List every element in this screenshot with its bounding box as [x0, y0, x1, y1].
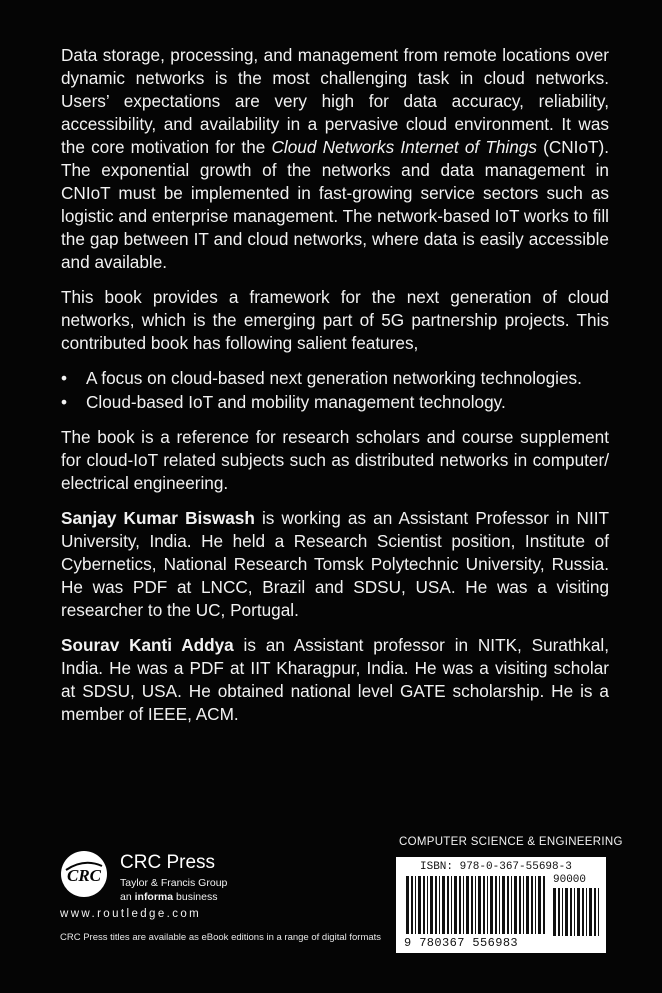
feature-item: • A focus on cloud-based next generation networking technologies. — [61, 368, 582, 388]
publisher-name: CRC Press — [120, 852, 216, 873]
barcode-bar — [471, 876, 473, 934]
ean-digits: 9 780367 556983 — [404, 936, 519, 950]
bullet-icon: • — [61, 368, 68, 388]
publisher-business: an informa business — [120, 891, 218, 903]
barcode-bar — [598, 888, 599, 936]
barcode-bar — [570, 888, 572, 936]
isbn-label: ISBN: 978-0-367-55698-3 — [420, 861, 572, 873]
barcode-bar — [523, 876, 524, 934]
barcode-bar — [463, 876, 464, 934]
barcode-bar — [423, 876, 425, 934]
barcode-bar — [558, 888, 560, 936]
barcode-bar — [466, 876, 469, 934]
barcode-bar — [447, 876, 449, 934]
intro-text-b: (CNIoT). The exponential growth of the networks and data management in CNIoT must be implemented in fast-growing service sectors such as logistic and enterprise management. The network-based IoT works to fill the gap between IT and cloud networks, where data is easily accessible and available. — [61, 137, 610, 272]
barcode-bar — [586, 888, 587, 936]
barcode-bar — [495, 876, 497, 934]
barcode-bar — [442, 876, 445, 934]
barcode-bar — [562, 888, 563, 936]
barcode-bar — [507, 876, 509, 934]
barcode-bar — [535, 876, 536, 934]
barcode-bar — [511, 876, 512, 934]
website-link[interactable]: www.routledge.com — [60, 908, 202, 920]
barcode-bar — [519, 876, 521, 934]
barcode-bar — [514, 876, 517, 934]
addon-number: 90000 — [553, 874, 587, 886]
barcode-bar — [418, 876, 421, 934]
barcode-bar — [430, 876, 433, 934]
barcode-bar — [553, 888, 556, 936]
logo-text: CRC — [66, 866, 102, 885]
barcode-bar — [538, 876, 541, 934]
barcode-bar — [594, 888, 596, 936]
author-name-2: Sourav Kanti Addya — [61, 635, 234, 655]
barcode-bar — [589, 888, 592, 936]
barcode-bar — [475, 876, 476, 934]
intro-book-title: Cloud Networks Internet of Things — [271, 137, 537, 157]
barcode-bar — [531, 876, 533, 934]
barcode-bar — [526, 876, 529, 934]
barcode-bar — [454, 876, 457, 934]
barcode-bar — [435, 876, 437, 934]
barcode-bar — [502, 876, 505, 934]
barcode-bar — [427, 876, 428, 934]
barcode-bar — [577, 888, 580, 936]
framework-paragraph: This book provides a framework for the next generation of cloud networks, which is the emerging part of 5G partnership projects. This contributed book has following salient features, — [61, 287, 609, 353]
barcode-bar — [451, 876, 452, 934]
barcode-bar — [582, 888, 584, 936]
barcode-bar — [574, 888, 575, 936]
subject-category: COMPUTER SCIENCE & ENGINEERING — [399, 836, 623, 848]
reference-paragraph: The book is a reference for research scholars and course supplement for cloud-IoT related subjects such as distributed networks in computer/ electrical engineering. — [61, 427, 609, 493]
barcode-bar — [415, 876, 416, 934]
barcode-bar — [565, 888, 568, 936]
publisher-group: Taylor & Francis Group — [120, 877, 228, 889]
barcode-bar — [411, 876, 413, 934]
bullet-icon: • — [61, 392, 68, 412]
barcode-bar — [406, 876, 409, 934]
barcode-bar — [439, 876, 440, 934]
barcode-bar — [490, 876, 493, 934]
author-bio-2: Sourav Kanti Addya is an Assistant professor in NITK, Surathkal, India. He was a PDF at IIT Kharagpur, India. He was a visiting scholar at SDSU, USA. He obtained national level GATE scholarship. He is a member of IEEE, ACM. — [61, 635, 609, 724]
ebook-note: CRC Press titles are available as eBook editions in a range of digital formats — [60, 932, 382, 943]
barcode-bar — [459, 876, 461, 934]
barcode-bar — [478, 876, 481, 934]
author-name-1: Sanjay Kumar Biswash — [61, 508, 255, 528]
author-bio-1: Sanjay Kumar Biswash is working as an Assistant Professor in NIIT University, India. He held a Research Scientist position, Institute of Cybernetics, National Research Tomsk Polytechnic University, Russia. He was PDF at LNCC, Brazil and SDSU, USA. He was a visiting researcher to the UC, Portugal. — [61, 508, 609, 620]
barcode-bar — [487, 876, 488, 934]
barcode-bar — [543, 876, 545, 934]
barcode-bar — [499, 876, 500, 934]
barcode-bar — [483, 876, 485, 934]
feature-item: • Cloud-based IoT and mobility management technology. — [61, 392, 506, 412]
intro-text-a: Data storage, processing, and management from remote locations over dynamic networks is the most challenging task in cloud networks. Users’ expectations are very high for data accuracy, reliability, accessibility, and availability in a pervasive cloud environment. It was the core motivation for the — [61, 45, 609, 157]
